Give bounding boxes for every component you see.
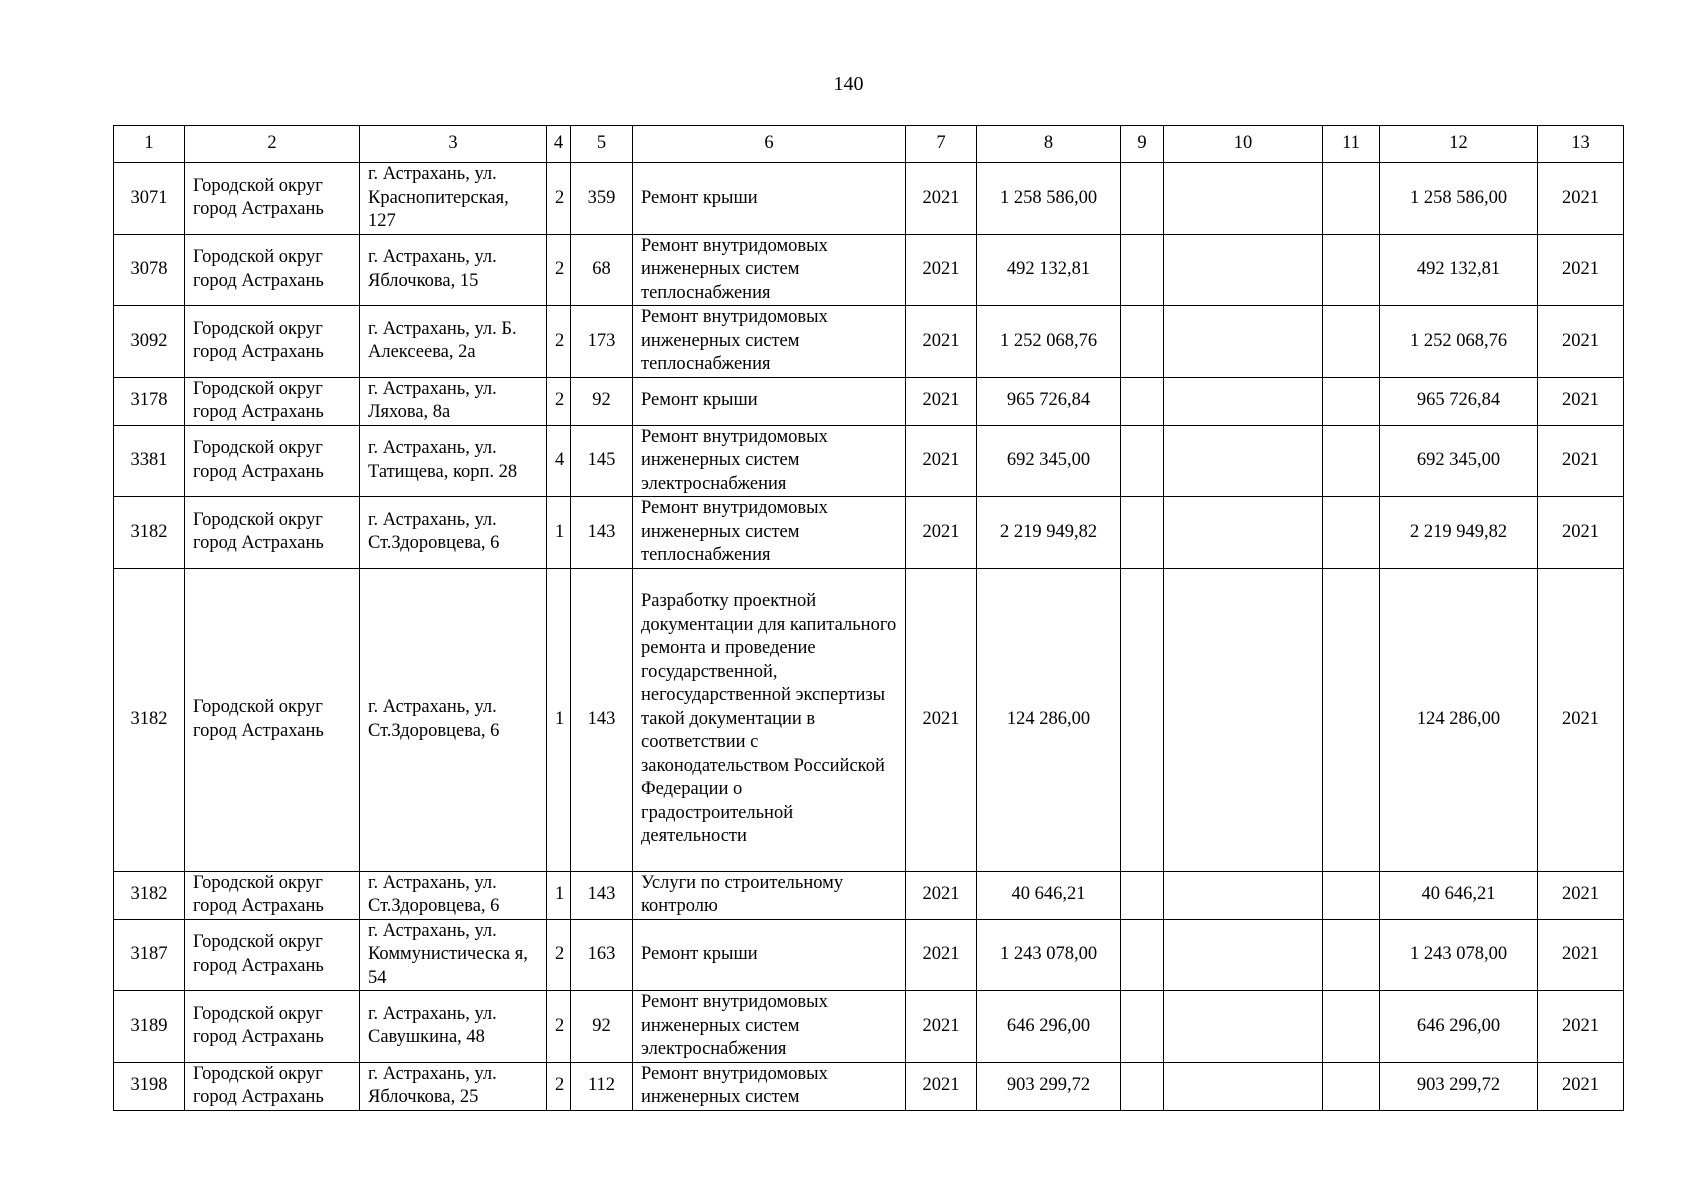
col9-cell [1121, 425, 1164, 497]
municipality-cell: Городской округ город Астрахань [185, 425, 360, 497]
col4-cell: 1 [547, 497, 571, 569]
total-cell: 492 132,81 [1380, 234, 1538, 306]
table-row [114, 306, 1624, 378]
completion-year-cell: 2021 [1538, 497, 1624, 569]
col4-cell: 2 [547, 377, 571, 425]
address-cell: г. Астрахань, ул. Ст.Здоровцева, 6 [360, 497, 547, 569]
column-header: 3 [360, 126, 547, 163]
col5-cell: 143 [571, 568, 633, 871]
col11-cell [1323, 871, 1380, 919]
year-cell: 2021 [906, 425, 977, 497]
cost-cell: 903 299,72 [977, 1062, 1121, 1110]
work-type-cell: Разработку проектной документации для капитального ремонта и проведение государственной, негосударственной экспертизы такой документации в соответствии с законодательством Российской Федерации о градостроительной деятельности [633, 568, 906, 871]
item-id-cell: 3187 [114, 919, 185, 991]
total-cell: 124 286,00 [1380, 568, 1538, 871]
col4-cell: 1 [547, 871, 571, 919]
col5-cell: 163 [571, 919, 633, 991]
item-id-cell: 3182 [114, 871, 185, 919]
work-type-cell: Ремонт внутридомовых инженерных систем электроснабжения [633, 991, 906, 1063]
col11-cell [1323, 234, 1380, 306]
col5-cell: 359 [571, 163, 633, 235]
col10-cell [1164, 234, 1323, 306]
cost-cell: 692 345,00 [977, 425, 1121, 497]
work-type-cell: Ремонт внутридомовых инженерных систем [633, 1062, 906, 1110]
col11-cell [1323, 991, 1380, 1063]
total-cell: 903 299,72 [1380, 1062, 1538, 1110]
table-row [114, 377, 1624, 425]
column-header: 7 [906, 126, 977, 163]
address-cell: г. Астрахань, ул. Яблочкова, 25 [360, 1062, 547, 1110]
col10-cell [1164, 991, 1323, 1063]
col4-cell: 2 [547, 919, 571, 991]
total-cell: 2 219 949,82 [1380, 497, 1538, 569]
col10-cell [1164, 377, 1323, 425]
column-header: 4 [547, 126, 571, 163]
municipality-cell: Городской округ город Астрахань [185, 163, 360, 235]
table-row [114, 425, 1624, 497]
completion-year-cell: 2021 [1538, 377, 1624, 425]
col5-cell: 143 [571, 497, 633, 569]
table-header-row [114, 126, 1624, 163]
year-cell: 2021 [906, 991, 977, 1063]
municipality-cell: Городской округ город Астрахань [185, 871, 360, 919]
column-header: 13 [1538, 126, 1624, 163]
col4-cell: 4 [547, 425, 571, 497]
total-cell: 1 243 078,00 [1380, 919, 1538, 991]
municipality-cell: Городской округ город Астрахань [185, 568, 360, 871]
col11-cell [1323, 919, 1380, 991]
total-cell: 646 296,00 [1380, 991, 1538, 1063]
col4-cell: 2 [547, 234, 571, 306]
completion-year-cell: 2021 [1538, 871, 1624, 919]
column-header: 5 [571, 126, 633, 163]
col9-cell [1121, 871, 1164, 919]
municipality-cell: Городской округ город Астрахань [185, 919, 360, 991]
item-id-cell: 3189 [114, 991, 185, 1063]
col10-cell [1164, 163, 1323, 235]
table-row [114, 1062, 1624, 1110]
table-row [114, 497, 1624, 569]
completion-year-cell: 2021 [1538, 425, 1624, 497]
col10-cell [1164, 871, 1323, 919]
col9-cell [1121, 377, 1164, 425]
year-cell: 2021 [906, 497, 977, 569]
total-cell: 1 252 068,76 [1380, 306, 1538, 378]
completion-year-cell: 2021 [1538, 991, 1624, 1063]
year-cell: 2021 [906, 568, 977, 871]
page-number: 140 [833, 73, 864, 95]
work-type-cell: Ремонт внутридомовых инженерных систем электроснабжения [633, 425, 906, 497]
col9-cell [1121, 919, 1164, 991]
address-cell: г. Астрахань, ул. Ляхова, 8а [360, 377, 547, 425]
work-type-cell: Ремонт внутридомовых инженерных систем теплоснабжения [633, 234, 906, 306]
total-cell: 1 258 586,00 [1380, 163, 1538, 235]
column-header: 1 [114, 126, 185, 163]
work-type-cell: Ремонт крыши [633, 377, 906, 425]
column-header: 8 [977, 126, 1121, 163]
cost-cell: 1 258 586,00 [977, 163, 1121, 235]
total-cell: 40 646,21 [1380, 871, 1538, 919]
table-body [114, 163, 1624, 1111]
address-cell: г. Астрахань, ул. Ст.Здоровцева, 6 [360, 871, 547, 919]
col9-cell [1121, 568, 1164, 871]
table-row [114, 163, 1624, 235]
col9-cell [1121, 1062, 1164, 1110]
cost-cell: 124 286,00 [977, 568, 1121, 871]
column-header: 10 [1164, 126, 1323, 163]
col11-cell [1323, 163, 1380, 235]
year-cell: 2021 [906, 919, 977, 991]
address-cell: г. Астрахань, ул. Б. Алексеева, 2а [360, 306, 547, 378]
column-header: 9 [1121, 126, 1164, 163]
col11-cell [1323, 1062, 1380, 1110]
col4-cell: 1 [547, 568, 571, 871]
year-cell: 2021 [906, 234, 977, 306]
work-type-cell: Ремонт внутридомовых инженерных систем теплоснабжения [633, 497, 906, 569]
item-id-cell: 3198 [114, 1062, 185, 1110]
column-header: 12 [1380, 126, 1538, 163]
total-cell: 965 726,84 [1380, 377, 1538, 425]
year-cell: 2021 [906, 377, 977, 425]
completion-year-cell: 2021 [1538, 306, 1624, 378]
col10-cell [1164, 1062, 1323, 1110]
municipality-cell: Городской округ город Астрахань [185, 306, 360, 378]
col5-cell: 92 [571, 991, 633, 1063]
address-cell: г. Астрахань, ул. Краснопитерская, 127 [360, 163, 547, 235]
year-cell: 2021 [906, 1062, 977, 1110]
table-row [114, 568, 1624, 871]
cost-cell: 2 219 949,82 [977, 497, 1121, 569]
table-row [114, 871, 1624, 919]
col11-cell [1323, 306, 1380, 378]
cost-cell: 1 243 078,00 [977, 919, 1121, 991]
col5-cell: 145 [571, 425, 633, 497]
cost-cell: 646 296,00 [977, 991, 1121, 1063]
item-id-cell: 3178 [114, 377, 185, 425]
col5-cell: 173 [571, 306, 633, 378]
work-type-cell: Ремонт крыши [633, 163, 906, 235]
col10-cell [1164, 497, 1323, 569]
total-cell: 692 345,00 [1380, 425, 1538, 497]
year-cell: 2021 [906, 306, 977, 378]
cost-cell: 40 646,21 [977, 871, 1121, 919]
col11-cell [1323, 377, 1380, 425]
municipality-cell: Городской округ город Астрахань [185, 497, 360, 569]
completion-year-cell: 2021 [1538, 163, 1624, 235]
table-row [114, 919, 1624, 991]
col5-cell: 92 [571, 377, 633, 425]
col5-cell: 112 [571, 1062, 633, 1110]
municipality-cell: Городской округ город Астрахань [185, 377, 360, 425]
address-cell: г. Астрахань, ул. Татищева, корп. 28 [360, 425, 547, 497]
completion-year-cell: 2021 [1538, 234, 1624, 306]
address-cell: г. Астрахань, ул. Яблочкова, 15 [360, 234, 547, 306]
col10-cell [1164, 568, 1323, 871]
completion-year-cell: 2021 [1538, 919, 1624, 991]
cost-cell: 492 132,81 [977, 234, 1121, 306]
item-id-cell: 3381 [114, 425, 185, 497]
table-row [114, 234, 1624, 306]
col9-cell [1121, 234, 1164, 306]
col4-cell: 2 [547, 1062, 571, 1110]
col10-cell [1164, 919, 1323, 991]
completion-year-cell: 2021 [1538, 568, 1624, 871]
work-type-cell: Ремонт крыши [633, 919, 906, 991]
col9-cell [1121, 991, 1164, 1063]
col4-cell: 2 [547, 991, 571, 1063]
item-id-cell: 3092 [114, 306, 185, 378]
column-header: 2 [185, 126, 360, 163]
municipality-cell: Городской округ город Астрахань [185, 991, 360, 1063]
cost-cell: 965 726,84 [977, 377, 1121, 425]
municipality-cell: Городской округ город Астрахань [185, 234, 360, 306]
completion-year-cell: 2021 [1538, 1062, 1624, 1110]
col11-cell [1323, 568, 1380, 871]
col4-cell: 2 [547, 306, 571, 378]
col9-cell [1121, 163, 1164, 235]
col4-cell: 2 [547, 163, 571, 235]
col5-cell: 68 [571, 234, 633, 306]
col10-cell [1164, 425, 1323, 497]
municipality-cell: Городской округ город Астрахань [185, 1062, 360, 1110]
item-id-cell: 3078 [114, 234, 185, 306]
col9-cell [1121, 306, 1164, 378]
col10-cell [1164, 306, 1323, 378]
col11-cell [1323, 497, 1380, 569]
col11-cell [1323, 425, 1380, 497]
column-header: 11 [1323, 126, 1380, 163]
work-type-cell: Ремонт внутридомовых инженерных систем теплоснабжения [633, 306, 906, 378]
cost-cell: 1 252 068,76 [977, 306, 1121, 378]
item-id-cell: 3071 [114, 163, 185, 235]
work-type-cell: Услуги по строительному контролю [633, 871, 906, 919]
col5-cell: 143 [571, 871, 633, 919]
address-cell: г. Астрахань, ул. Савушкина, 48 [360, 991, 547, 1063]
table-row [114, 991, 1624, 1063]
year-cell: 2021 [906, 163, 977, 235]
data-table [113, 125, 1624, 1111]
item-id-cell: 3182 [114, 497, 185, 569]
address-cell: г. Астрахань, ул. Коммунистическа я, 54 [360, 919, 547, 991]
item-id-cell: 3182 [114, 568, 185, 871]
address-cell: г. Астрахань, ул. Ст.Здоровцева, 6 [360, 568, 547, 871]
col9-cell [1121, 497, 1164, 569]
year-cell: 2021 [906, 871, 977, 919]
column-header: 6 [633, 126, 906, 163]
